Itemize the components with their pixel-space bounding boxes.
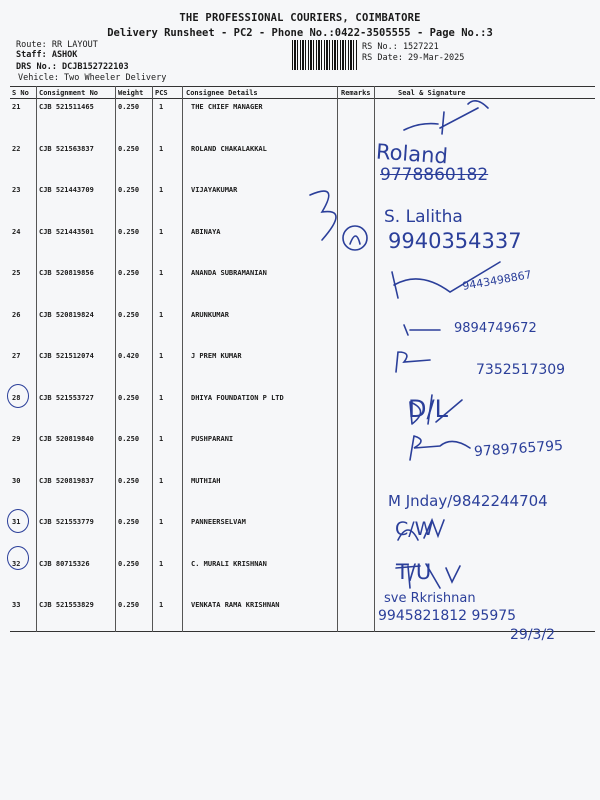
row-weight: 0.250 — [118, 103, 140, 111]
row-consignee-name: THE CHIEF MANAGER — [191, 103, 263, 111]
row-weight: 0.250 — [118, 435, 140, 443]
handwritten-mark-row32: T/U — [396, 560, 432, 584]
row-consignment-no: CJB 520819840 — [39, 435, 94, 443]
handwritten-name-row33: sve Rkrishnan — [384, 591, 476, 606]
sno-circle-mark — [7, 546, 29, 570]
runsheet-subtitle: Delivery Runsheet - PC2 - Phone No.:0422-3505555 - Page No.:3 — [107, 27, 493, 39]
column-divider — [374, 86, 375, 632]
row-consignment-no: CJB 521443501 — [39, 227, 94, 236]
column-divider — [182, 86, 183, 632]
column-divider — [337, 86, 338, 632]
row-weight: 0.250 — [118, 186, 140, 194]
row-consignment-no: CJB 521553727 — [39, 393, 94, 402]
row-consignee-name: VENKATA RAMA KRISHNAN — [191, 601, 280, 609]
handwritten-name-row24: S. Lalitha — [384, 207, 463, 227]
handwritten-phone-row27: 7352517309 — [476, 362, 566, 378]
handwritten-date-row33: 29/3/2 — [510, 627, 556, 643]
row-pcs: 1 — [159, 227, 164, 236]
row-weight: 0.250 — [118, 476, 140, 485]
row-consignee-name: J PREM KUMAR — [191, 352, 242, 360]
row-pcs: 1 — [159, 186, 164, 194]
rs-number: RS No.: 1527221 — [362, 42, 439, 52]
row-consignment-no: CJB 521553829 — [39, 601, 94, 609]
row-weight: 0.250 — [118, 227, 140, 236]
handwritten-entry-row30: M Jnday/9842244704 — [388, 492, 548, 510]
row-weight: 0.250 — [118, 559, 140, 568]
row-consignment-no: CJB 520819856 — [39, 269, 94, 277]
row-consignment-no: CJB 521553779 — [39, 518, 94, 526]
row-sno: 33 — [12, 601, 21, 609]
column-divider — [115, 86, 116, 632]
row-pcs: 1 — [159, 269, 164, 277]
row-weight: 0.250 — [118, 393, 140, 402]
row-consignment-no: CJB 520819824 — [39, 310, 94, 319]
row-sno: 23 — [12, 186, 21, 194]
row-weight: 0.250 — [118, 601, 140, 609]
handwritten-phone-row22: 9778860182 — [380, 165, 489, 185]
row-consignee-name: VIJAYAKUMAR — [191, 186, 238, 194]
row-sno: 26 — [12, 310, 21, 319]
col-header-sno: S No — [12, 89, 29, 97]
vehicle-label: Vehicle: Two Wheeler Delivery — [18, 73, 167, 83]
row-sno: 25 — [12, 269, 21, 277]
col-header-pcs: PCS — [155, 89, 168, 97]
row-consignee-name: ABINAYA — [191, 227, 221, 236]
row-consignee-name: C. MURALI KRISHNAN — [191, 559, 267, 568]
handwritten-phone-row29: 9789765795 — [473, 437, 564, 461]
row-sno: 32 — [12, 559, 21, 568]
staff-label: Staff: ASHOK — [16, 50, 78, 60]
table-top-rule — [10, 86, 595, 87]
row-sno: 24 — [12, 227, 21, 236]
row-pcs: 1 — [159, 601, 164, 609]
header-bottom-rule — [10, 98, 595, 99]
handwritten-mark-row28: D/L — [408, 395, 448, 423]
row-sno: 27 — [12, 352, 21, 360]
col-header-remarks: Remarks — [341, 89, 371, 97]
handwritten-phone-row25: 9443498867 — [461, 268, 533, 293]
column-divider — [36, 86, 37, 632]
row-pcs: 1 — [159, 559, 164, 568]
row-pcs: 1 — [159, 144, 164, 153]
row-pcs: 1 — [159, 518, 164, 526]
handwritten-phone-row26: 9894749672 — [454, 321, 537, 336]
row-consignee-name: PANNEERSELVAM — [191, 518, 246, 526]
company-title: THE PROFESSIONAL COURIERS, COIMBATORE — [179, 12, 421, 24]
row-weight: 0.250 — [118, 310, 140, 319]
row-consignee-name: MUTHIAH — [191, 476, 221, 485]
handwritten-mark-row31: C/W — [395, 518, 434, 540]
row-consignment-no: CJB 521512074 — [39, 352, 94, 360]
row-consignment-no: CJB 521443709 — [39, 186, 94, 194]
row-consignment-no: CJB 80715326 — [39, 559, 90, 568]
row-consignment-no: CJB 520819837 — [39, 476, 94, 485]
sno-circle-mark — [7, 509, 29, 533]
barcode — [292, 40, 358, 70]
row-sno: 22 — [12, 144, 21, 153]
row-pcs: 1 — [159, 352, 164, 360]
col-header-weight: Weight — [118, 89, 144, 97]
row-consignment-no: CJB 521563837 — [39, 144, 94, 153]
row-consignment-no: CJB 521511465 — [39, 103, 94, 111]
row-weight: 0.250 — [118, 518, 140, 526]
row-pcs: 1 — [159, 310, 164, 319]
row-consignee-name: ANANDA SUBRAMANIAN — [191, 269, 267, 277]
table-bottom-rule — [10, 631, 595, 632]
column-divider — [152, 86, 153, 632]
col-header-signature: Seal & Signature — [398, 89, 466, 97]
row-weight: 0.250 — [118, 269, 140, 277]
row-pcs: 1 — [159, 435, 164, 443]
row-pcs: 1 — [159, 393, 164, 402]
handwritten-phone-row24: 9940354337 — [388, 229, 522, 253]
row-weight: 0.250 — [118, 144, 140, 153]
row-consignee-name: DHIYA FOUNDATION P LTD — [191, 393, 284, 402]
row-sno: 31 — [12, 518, 21, 526]
row-weight: 0.420 — [118, 352, 140, 360]
row-consignee-name: ARUNKUMAR — [191, 310, 229, 319]
row-pcs: 1 — [159, 103, 164, 111]
rs-date: RS Date: 29-Mar-2025 — [362, 53, 465, 63]
route-label: Route: RR LAYOUT — [16, 40, 98, 50]
drs-number: DRS No.: DCJB152722103 — [16, 62, 129, 72]
row-consignee-name: PUSHPARANI — [191, 435, 234, 443]
row-sno: 28 — [12, 393, 21, 402]
row-sno: 30 — [12, 476, 21, 485]
handwritten-phone-row33: 9945821812 95975 — [378, 608, 517, 624]
row-sno: 29 — [12, 435, 21, 443]
row-consignee-name: ROLAND CHAKALAKKAL — [191, 144, 267, 153]
sno-circle-mark — [7, 384, 29, 408]
row-pcs: 1 — [159, 476, 164, 485]
col-header-consignee: Consignee Details — [186, 89, 258, 97]
col-header-consignment: Consignment No — [39, 89, 99, 97]
row-sno: 21 — [12, 103, 21, 111]
handwritten-name-row22: Roland — [375, 139, 449, 169]
